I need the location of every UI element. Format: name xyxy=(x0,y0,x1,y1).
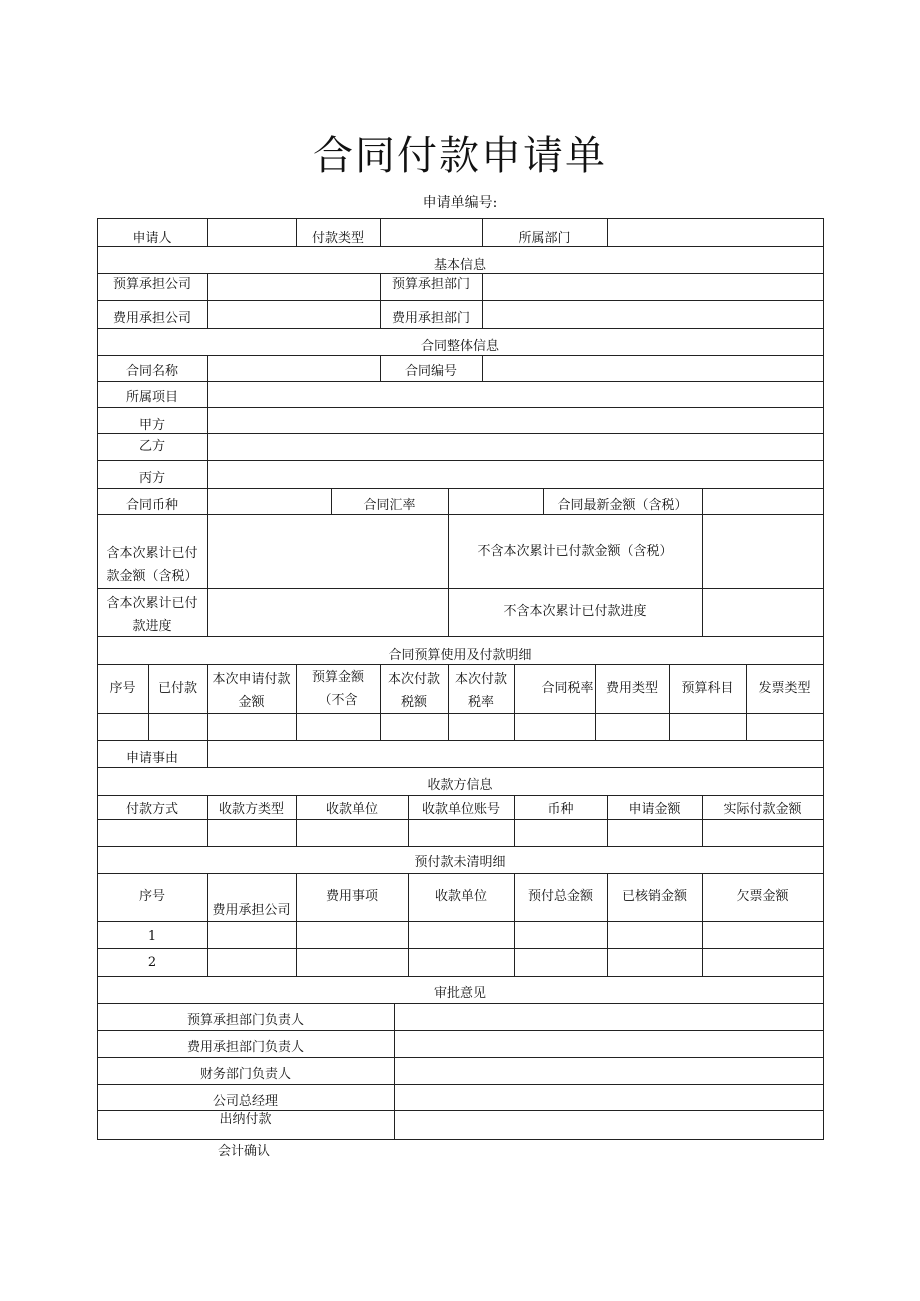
prepaid-row2-unit[interactable] xyxy=(408,948,515,977)
budget-department-label-text: 预算承担部门 xyxy=(391,276,470,292)
applicant-field[interactable] xyxy=(207,218,297,247)
payee-col-method xyxy=(97,795,208,820)
budget-col-contract-tax-rate xyxy=(514,664,596,714)
prepaid-col-written-off xyxy=(607,873,703,922)
prepaid-col-company-text: 费用承担公司 xyxy=(212,902,291,918)
payee-col-unit-text: 收款单位 xyxy=(325,801,378,817)
expense-company-field[interactable] xyxy=(207,300,381,329)
budget-col-invoice-type-text: 发票类型 xyxy=(758,680,811,696)
budget-row1-invoice-type[interactable] xyxy=(746,713,824,741)
prepaid-section-text: 预付款未清明细 xyxy=(414,854,506,870)
party-c-label-text: 丙方 xyxy=(138,470,165,486)
reason-label-text: 申请事由 xyxy=(125,750,178,766)
payee-col-actual-amount-text: 实际付款金额 xyxy=(723,801,802,817)
progress-incl-label xyxy=(97,588,208,637)
applicant-label-text: 申请人 xyxy=(132,230,172,246)
currency-label-text: 合同币种 xyxy=(125,497,178,513)
approval-section-text: 审批意见 xyxy=(433,985,486,1001)
contract-number-label xyxy=(380,355,483,382)
exchange-rate-label-text: 合同汇率 xyxy=(363,497,416,513)
cumulative-paid-incl-label-text: 含本次累计已付款金额（含税） xyxy=(106,545,198,584)
department-field[interactable] xyxy=(607,218,824,247)
budget-col-budget-amount xyxy=(296,664,381,714)
budget-company-label xyxy=(97,273,208,301)
approval-general-manager-field[interactable] xyxy=(394,1084,824,1111)
budget-col-tax-amount-text: 本次付款税额 xyxy=(387,671,440,710)
payee-col-unit xyxy=(296,795,409,820)
budget-col-invoice-type xyxy=(746,664,824,714)
budget-department-label xyxy=(380,273,483,301)
budget-row1-expense-type[interactable] xyxy=(595,713,670,741)
cumulative-paid-incl-field[interactable] xyxy=(207,514,449,589)
project-label-text: 所属项目 xyxy=(125,389,178,405)
cumulative-paid-incl-label xyxy=(97,514,208,589)
prepaid-col-index xyxy=(97,873,208,922)
expense-department-field[interactable] xyxy=(482,300,824,329)
approval-budget-dept-head xyxy=(97,1003,395,1031)
payee-row-actual-amount[interactable] xyxy=(702,819,824,847)
budget-row1-index[interactable] xyxy=(97,713,149,741)
prepaid-row1-written-off[interactable] xyxy=(607,921,703,949)
basic-info-section-text: 基本信息 xyxy=(433,257,486,273)
budget-row1-budget-item[interactable] xyxy=(669,713,747,741)
party-a-label-text: 甲方 xyxy=(138,417,165,433)
prepaid-section xyxy=(97,846,824,874)
reason-label xyxy=(97,740,208,768)
prepaid-row2-company[interactable] xyxy=(207,948,297,977)
budget-col-tax-amount xyxy=(380,664,449,714)
prepaid-row1-index xyxy=(97,921,208,949)
party-b-field[interactable] xyxy=(207,433,824,461)
prepaid-row1-index-text: 1 xyxy=(147,928,157,944)
payee-row-currency[interactable] xyxy=(514,819,608,847)
budget-col-budget-item xyxy=(669,664,747,714)
prepaid-row2-index-text: 2 xyxy=(147,954,157,970)
exchange-rate-field[interactable] xyxy=(448,488,544,515)
latest-amount-label xyxy=(543,488,703,515)
payee-col-account-text: 收款单位账号 xyxy=(421,801,500,817)
budget-detail-section-text: 合同预算使用及付款明细 xyxy=(388,647,532,663)
currency-field[interactable] xyxy=(207,488,332,515)
payment-type-label-text: 付款类型 xyxy=(311,230,364,246)
payee-col-currency-text: 币种 xyxy=(547,801,574,817)
payee-row-account[interactable] xyxy=(408,819,515,847)
budget-col-request-amount xyxy=(207,664,297,714)
budget-company-field[interactable] xyxy=(207,273,381,301)
approval-general-manager xyxy=(97,1084,395,1111)
budget-col-request-amount-text: 本次申请付款金额 xyxy=(212,671,291,710)
prepaid-col-matter-text: 费用事项 xyxy=(325,888,378,904)
payment-type-field[interactable] xyxy=(380,218,483,247)
party-b-label-text: 乙方 xyxy=(138,438,165,454)
latest-amount-label-text: 合同最新金额（含税） xyxy=(557,497,688,513)
payee-row-unit[interactable] xyxy=(296,819,409,847)
prepaid-col-written-off-text: 已核销金额 xyxy=(621,888,687,904)
prepaid-row2-index xyxy=(97,948,208,977)
budget-col-index-text: 序号 xyxy=(109,680,136,696)
payee-col-actual-amount xyxy=(702,795,824,820)
accounting-confirm-label: 会计确认 xyxy=(218,1144,271,1159)
approval-finance-head xyxy=(97,1057,395,1085)
budget-col-contract-tax-rate-text: 合同税率 xyxy=(541,680,594,696)
prepaid-row1-owed[interactable] xyxy=(702,921,824,949)
party-a-label xyxy=(97,407,208,434)
payee-row-type[interactable] xyxy=(207,819,297,847)
department-label xyxy=(482,218,608,247)
party-c-field[interactable] xyxy=(207,460,824,489)
prepaid-col-unit xyxy=(408,873,515,922)
party-c-label xyxy=(97,460,208,489)
approval-cashier-field[interactable] xyxy=(394,1110,824,1140)
prepaid-row1-total[interactable] xyxy=(514,921,608,949)
expense-department-label xyxy=(380,300,483,329)
budget-col-tax-rate-text: 本次付款税率 xyxy=(454,671,507,710)
project-field[interactable] xyxy=(207,381,824,408)
payee-row-method[interactable] xyxy=(97,819,208,847)
exchange-rate-label xyxy=(331,488,449,515)
budget-row1-budget[interactable] xyxy=(296,713,381,741)
budget-col-paid xyxy=(148,664,208,714)
party-b-label xyxy=(97,433,208,461)
payee-col-currency xyxy=(514,795,608,820)
payee-col-type xyxy=(207,795,297,820)
prepaid-col-owed-invoice xyxy=(702,873,824,922)
expense-company-label xyxy=(97,300,208,329)
approval-cashier xyxy=(97,1110,395,1140)
form-number-label: 申请单编号: xyxy=(422,195,498,211)
contract-name-label xyxy=(97,355,208,382)
budget-col-tax-rate xyxy=(448,664,515,714)
contract-info-section-text: 合同整体信息 xyxy=(420,338,499,354)
payee-info-section-text: 收款方信息 xyxy=(427,777,493,793)
prepaid-row2-total[interactable] xyxy=(514,948,608,977)
budget-col-paid-text: 已付款 xyxy=(157,680,197,696)
progress-incl-label-text: 含本次累计已付款进度 xyxy=(106,595,198,634)
payee-col-apply-amount-text: 申请金额 xyxy=(628,801,681,817)
cumulative-paid-excl-label xyxy=(448,514,703,589)
approval-general-manager-text: 公司总经理 xyxy=(212,1093,278,1109)
budget-row1-contract-tax[interactable] xyxy=(514,713,596,741)
cumulative-paid-excl-label-text: 不含本次累计已付款金额（含税） xyxy=(477,543,673,559)
payee-col-method-text: 付款方式 xyxy=(125,801,178,817)
prepaid-col-index-text: 序号 xyxy=(138,888,165,904)
budget-col-budget-item-text: 预算科目 xyxy=(681,680,734,696)
approval-finance-head-text: 财务部门负责人 xyxy=(199,1066,291,1082)
approval-budget-dept-head-text: 预算承担部门负责人 xyxy=(186,1012,304,1028)
approval-cashier-text: 出纳付款 xyxy=(219,1111,272,1127)
payment-type-label xyxy=(296,218,381,247)
basic-info-section xyxy=(97,246,824,274)
prepaid-col-total xyxy=(514,873,608,922)
currency-label xyxy=(97,488,208,515)
progress-excl-field[interactable] xyxy=(702,588,824,637)
prepaid-col-company xyxy=(207,873,297,922)
expense-company-label-text: 费用承担公司 xyxy=(112,310,191,326)
party-a-field[interactable] xyxy=(207,407,824,434)
budget-col-expense-type xyxy=(595,664,670,714)
payee-col-account xyxy=(408,795,515,820)
contract-info-section xyxy=(97,328,824,356)
approval-budget-dept-head-field[interactable] xyxy=(394,1003,824,1031)
budget-row1-request[interactable] xyxy=(207,713,297,741)
payee-col-apply-amount xyxy=(607,795,703,820)
progress-excl-label-text: 不含本次累计已付款进度 xyxy=(503,603,647,619)
expense-department-label-text: 费用承担部门 xyxy=(391,310,470,326)
budget-company-label-text: 预算承担公司 xyxy=(112,276,191,292)
prepaid-row2-owed[interactable] xyxy=(702,948,824,977)
approval-expense-dept-head xyxy=(97,1030,395,1058)
prepaid-row2-matter[interactable] xyxy=(296,948,409,977)
approval-expense-dept-head-text: 费用承担部门负责人 xyxy=(186,1039,304,1055)
cumulative-paid-excl-field[interactable] xyxy=(702,514,824,589)
reason-field[interactable] xyxy=(207,740,824,768)
form-title: 合同付款申请单 xyxy=(313,133,607,179)
progress-excl-label xyxy=(448,588,703,637)
budget-row1-paid[interactable] xyxy=(148,713,208,741)
budget-row1-tax-amount[interactable] xyxy=(380,713,449,741)
department-label-text: 所属部门 xyxy=(518,230,571,246)
prepaid-row2-written-off[interactable] xyxy=(607,948,703,977)
prepaid-col-total-text: 预付总金额 xyxy=(527,888,593,904)
prepaid-row1-company[interactable] xyxy=(207,921,297,949)
prepaid-col-owed-invoice-text: 欠票金额 xyxy=(736,888,789,904)
contract-number-field[interactable] xyxy=(482,355,824,382)
payee-row-apply-amount[interactable] xyxy=(607,819,703,847)
prepaid-row1-matter[interactable] xyxy=(296,921,409,949)
contract-name-field[interactable] xyxy=(207,355,381,382)
payee-info-section xyxy=(97,767,824,796)
approval-finance-head-field[interactable] xyxy=(394,1057,824,1085)
budget-col-budget-amount-text: 预算金额（不含 xyxy=(311,669,364,708)
payment-form-grid xyxy=(97,218,823,1139)
prepaid-col-matter xyxy=(296,873,409,922)
approval-section xyxy=(97,976,824,1004)
budget-col-expense-type-text: 费用类型 xyxy=(605,680,658,696)
budget-col-index xyxy=(97,664,149,714)
payee-col-type-text: 收款方类型 xyxy=(218,801,284,817)
latest-amount-field[interactable] xyxy=(702,488,824,515)
prepaid-col-unit-text: 收款单位 xyxy=(434,888,487,904)
budget-row1-tax-rate[interactable] xyxy=(448,713,515,741)
progress-incl-field[interactable] xyxy=(207,588,449,637)
contract-name-label-text: 合同名称 xyxy=(125,363,178,379)
project-label xyxy=(97,381,208,408)
contract-number-label-text: 合同编号 xyxy=(404,363,457,379)
applicant-label xyxy=(97,218,208,247)
budget-detail-section xyxy=(97,636,824,665)
budget-department-field[interactable] xyxy=(482,273,824,301)
approval-expense-dept-head-field[interactable] xyxy=(394,1030,824,1058)
prepaid-row1-unit[interactable] xyxy=(408,921,515,949)
